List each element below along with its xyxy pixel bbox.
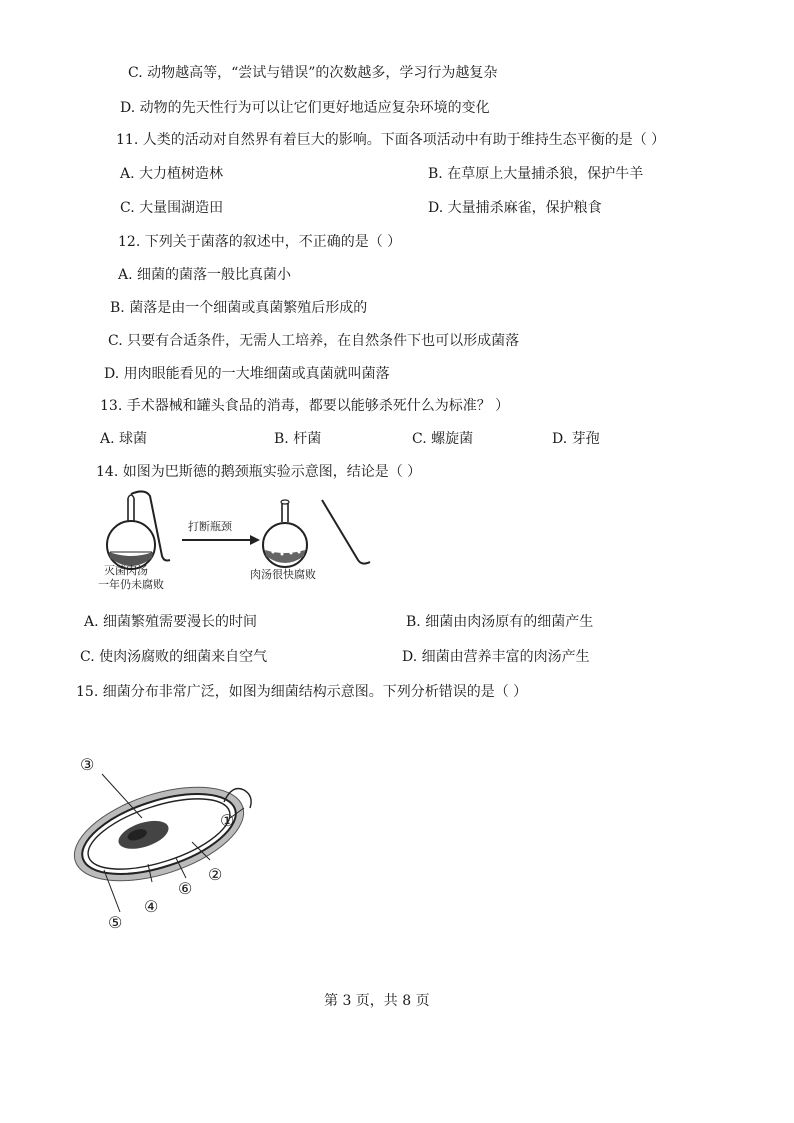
label-6: ⑥ [178,879,193,898]
q10-option-c: C. 动物越高等，“尝试与错误”的次数越多，学习行为越复杂 [128,65,498,81]
label-4: ④ [144,897,159,916]
label-2: ② [208,865,223,884]
q12-option-d: D. 用肉眼能看见的一大堆细菌或真菌就叫菌落 [104,366,390,382]
page-number: 第 3 页，共 8 页 [324,993,430,1009]
label-1: ① [220,811,235,830]
q13-option-d: D. 芽孢 [552,431,600,447]
q12-stem: 12. 下列关于菌落的叙述中，不正确的是（ ） [118,234,402,250]
q11-option-b: B. 在草原上大量捕杀狼，保护牛羊 [428,166,644,182]
q11-option-c: C. 大量围湖造田 [120,200,224,216]
q12-option-a: A. 细菌的菌落一般比真菌小 [118,267,292,283]
bacterium-structure-diagram [64,746,264,936]
q14-stem: 14. 如图为巴斯德的鹅颈瓶实验示意图，结论是（ ） [96,464,422,480]
q14-option-d: D. 细菌由营养丰富的肉汤产生 [402,649,590,665]
q12-option-b: B. 菌落是由一个细菌或真菌繁殖后形成的 [110,300,368,316]
q14-option-a: A. 细菌繁殖需要漫长的时间 [84,614,258,630]
left-flask-caption-2: 一年仍未腐败 [98,578,164,591]
right-flask-caption: 肉汤很快腐败 [250,568,316,581]
bacterium-illustration [64,746,264,936]
q11-option-a: A. 大力植树造林 [120,166,224,182]
q13-option-a: A. 球菌 [100,431,148,447]
q15-stem: 15. 细菌分布非常广泛，如图为细菌结构示意图。下列分析错误的是（ ） [76,684,528,700]
label-5: ⑤ [108,913,123,932]
q13-option-b: B. 杆菌 [274,431,322,447]
q13-option-c: C. 螺旋菌 [412,431,474,447]
swan-neck-flask-diagram [90,490,390,590]
q12-option-c: C. 只要有合适条件，无需人工培养，在自然条件下也可以形成菌落 [108,333,520,349]
q14-option-b: B. 细菌由肉汤原有的细菌产生 [406,614,594,630]
q14-option-c: C. 使肉汤腐败的细菌来自空气 [80,649,268,665]
label-3: ③ [80,755,95,774]
q10-option-d: D. 动物的先天性行为可以让它们更好地适应复杂环境的变化 [120,100,490,116]
q11-stem: 11. 人类的活动对自然界有着巨大的影响。下面各项活动中有助于维持生态平衡的是（ ） [116,132,666,148]
q13-stem: 13. 手术器械和罐头食品的消毒，都要以能够杀死什么为标准？ ） [100,398,510,414]
arrow-label: 打断瓶颈 [188,520,232,533]
left-flask-caption-1: 灭菌肉汤 [104,564,148,577]
q11-option-d: D. 大量捕杀麻雀，保护粮食 [428,200,602,216]
